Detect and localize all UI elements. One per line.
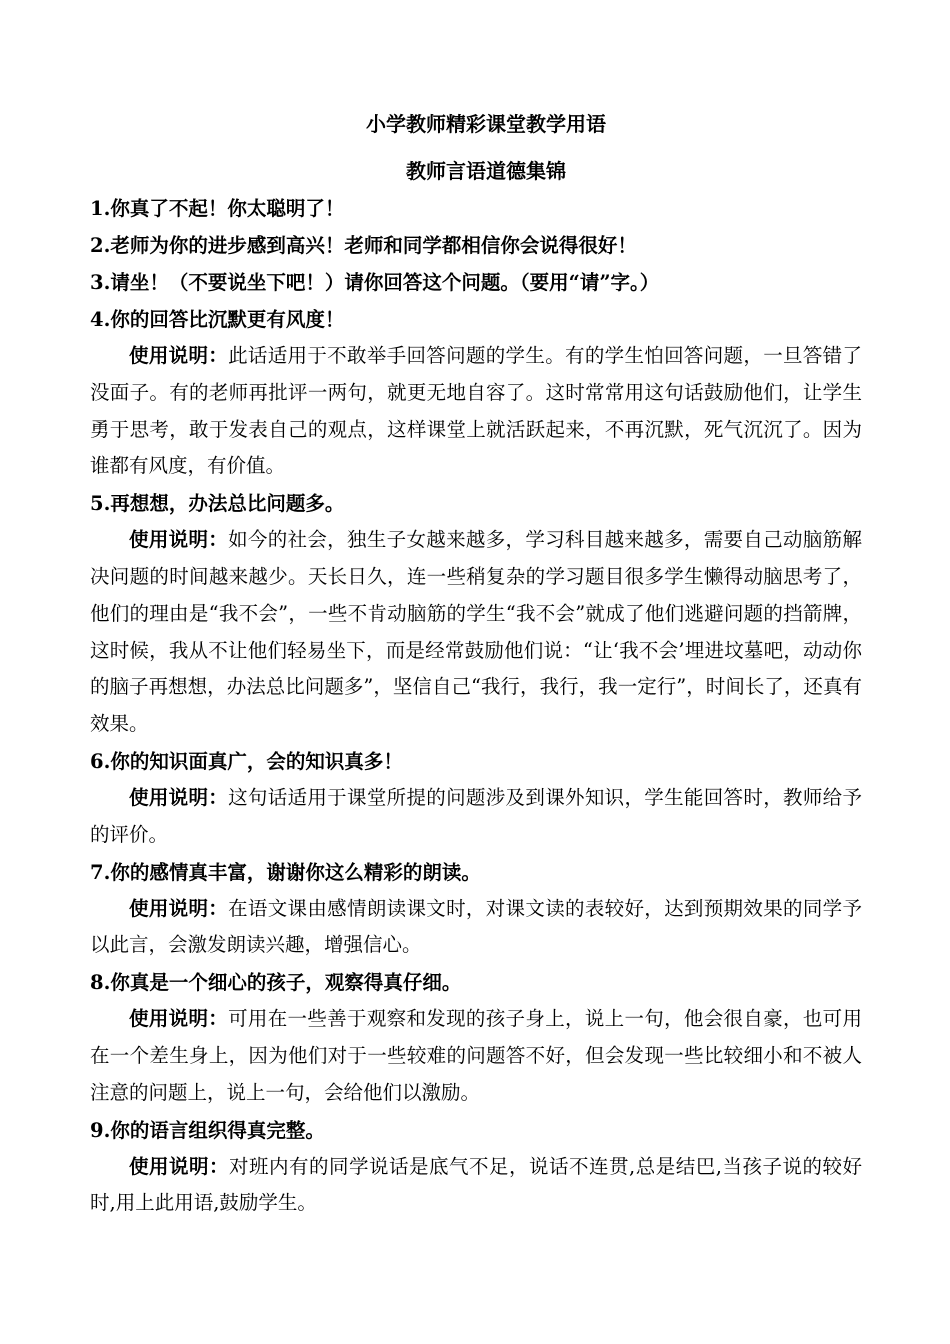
usage-label: 使用说明：: [129, 344, 229, 367]
item-heading: 9.你的语言组织得真完整。: [90, 1118, 325, 1142]
usage-note: [90, 1149, 862, 1223]
usage-label: 使用说明：: [129, 528, 229, 552]
item-heading: 3.请坐！（不要说坐下吧！）请你回答这个问题。（要用“请”字。）: [90, 271, 660, 294]
item-heading: 2.老师为你的进步感到高兴！老师和同学都相信你会说得很好！: [90, 234, 637, 257]
document-subtitle: 教师言语道德集锦: [406, 159, 566, 183]
item-heading: 6.你的知识面真广，会的知识真多！: [90, 749, 403, 773]
item-heading: 5.再想想，办法总比问题多。: [90, 492, 345, 516]
usage-label: 使用说明：: [129, 785, 229, 809]
item-heading: 8.你真是一个细心的孩子，观察得真仔细。: [90, 971, 462, 995]
usage-text: 对班内有的同学说话是底气不足，说话不连贯,总是结巴,当孩子说的较好时,用上此用语,鼓励学生。: [90, 1154, 862, 1215]
usage-note: [90, 780, 862, 854]
usage-note: [90, 891, 862, 965]
usage-text: 可用在一些善于观察和发现的孩子身上，说上一句，他会很自豪，也可用在一个差生身上，因为他们对于一些较难的问题答不好，但会发现一些比较细小和不被人注意的问题上，说上一句，会给他们以激励。: [90, 1007, 862, 1104]
usage-label: 使用说明：: [129, 1154, 230, 1178]
usage-label: 使用说明：: [129, 896, 229, 920]
item-heading: 7.你的感情真丰富，谢谢你这么精彩的朗读。: [90, 860, 481, 884]
document-title: 小学教师精彩课堂教学用语: [366, 112, 606, 136]
item-heading: 4.你的回答比沉默更有风度！: [90, 308, 345, 331]
usage-text: 如今的社会，独生子女越来越多，学习科目越来越多，需要自己动脑筋解决问题的时间越来越少。天长日久，连一些稍复杂的学习题目很多学生懒得动脑思考了，他们的理由是“我不会”，一些不肯动脑筋的学生“我不会”就成了他们逃避问题的挡箭牌，这时候，我从不让他们轻易坐下，而是经常鼓励他们说：“让‘我不会’埋进坟墓吧，动动你的脑子再想想，办法总比问题多”，坚信自己“我行，我行，我一定行”，时间长了，还真有效果。: [90, 528, 862, 736]
item-heading: 1.你真了不起！你太聪明了！: [90, 197, 345, 220]
usage-text: 在语文课由感情朗读课文时，对课文读的表较好，达到预期效果的同学予以此言，会激发朗读兴趣，增强信心。: [90, 896, 862, 957]
document-page: [90, 106, 862, 1222]
usage-label: 使用说明：: [129, 1007, 229, 1031]
usage-note: [90, 522, 862, 743]
usage-text: 此话适用于不敢举手回答问题的学生。有的学生怕回答问题，一旦答错了没面子。有的老师再批评一两句，就更无地自容了。这时常常用这句话鼓励他们，让学生勇于思考，敢于发表自己的观点，这样课堂上就活跃起来，不再沉默，死气沉沉了。因为谁都有风度，有价值。: [90, 344, 862, 478]
usage-note: [90, 338, 862, 485]
usage-text: 这句话适用于课堂所提的问题涉及到课外知识，学生能回答时，教师给予的评价。: [90, 785, 862, 846]
usage-note: [90, 1001, 862, 1111]
